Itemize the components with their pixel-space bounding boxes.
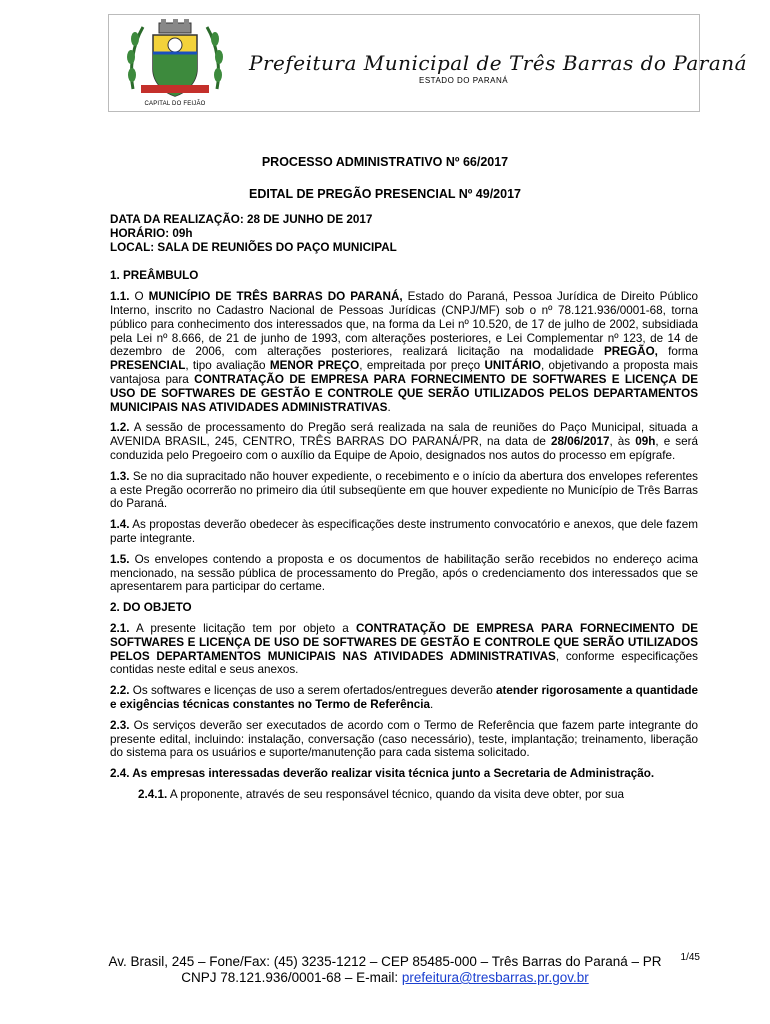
crest-caption: CAPITAL DO FEIJÃO — [144, 101, 206, 107]
text: Os serviços deverão ser executados de acordo com o Termo de Referência que fazem parte integrante do presente edital, incluindo: instalação, conversação (caso necessário), teste, implantação; treinamento, liberação do sistema para os usuários e suporte/manutenção para cada sistema solicitado. — [110, 718, 698, 760]
paragraph-number: 2.3. — [110, 718, 130, 732]
text: A sessão de processamento do Pregão será realizada na sala de reuniões do Paço Municipal, situada a AVENIDA BRASIL, 245, CENTRO, TRÊS BARRAS DO PARANÁ/PR, na data de — [110, 421, 698, 449]
bold-text: MENOR PREÇO — [269, 359, 360, 373]
bold-text: UNITÁRIO — [484, 359, 541, 373]
text: , empreitada por preço — [359, 359, 485, 373]
paragraph-2-2 — [110, 684, 698, 712]
paragraph-number: 2.4.1. — [138, 787, 168, 801]
paragraph-number: 1.4. — [110, 518, 130, 532]
paragraph-2-4-1 — [110, 788, 698, 802]
bold-text: MUNICÍPIO DE TRÊS BARRAS DO PARANÁ, — [148, 290, 403, 304]
footer-address: Av. Brasil, 245 – Fone/Fax: (45) 3235-1212 – CEP 85485-000 – Três Barras do Paraná – PR — [108, 954, 662, 969]
paragraph-1-2 — [110, 421, 698, 462]
text: Os envelopes contendo a proposta e os documentos de habilitação serão recebidos no endereço acima mencionado, na sessão pública de processamento do Pregão, após o credenciamento dos interessados que se apresentarem para participar do certame. — [110, 552, 698, 594]
paragraph-number: 1.5. — [110, 552, 130, 566]
paragraph-1-4 — [110, 518, 698, 546]
paragraph-number: 1.2. — [110, 421, 130, 435]
info-place: LOCAL: SALA DE REUNIÕES DO PAÇO MUNICIPAL — [110, 240, 397, 254]
text: , às — [609, 435, 636, 449]
paragraph-2-3 — [110, 719, 698, 760]
text: , tipo avaliação — [185, 359, 270, 373]
footer-cnpj: CNPJ 78.121.936/0001-68 – E-mail: — [181, 970, 402, 985]
document-body — [110, 213, 698, 809]
text: . — [387, 400, 391, 414]
letterhead — [108, 14, 748, 112]
section-heading: 2. DO OBJETO — [110, 601, 192, 615]
text: . — [430, 697, 434, 711]
paragraph-number: 1.1. — [110, 290, 130, 304]
email-link[interactable]: prefeitura@tresbarras.pr.gov.br — [401, 970, 589, 985]
text: forma — [657, 345, 699, 359]
edital-title: EDITAL DE PREGÃO PRESENCIAL Nº 49/2017 — [248, 187, 521, 201]
state-name: ESTADO DO PARANÁ — [419, 76, 509, 85]
paragraph-1-3 — [110, 470, 698, 511]
paragraph-2-1 — [110, 622, 698, 677]
paragraph-2-4: 2.4. As empresas interessadas deverão realizar visita técnica junto a Secretaria de Administração. — [110, 767, 655, 781]
text: Se no dia supracitado não houver expediente, o recebimento e o início da abertura dos envelopes referentes a este Pregão ocorrerão no primeiro dia útil subseqüente em que houver expediente no Município de Três Barras do Paraná. — [110, 469, 698, 511]
text: A proponente, através de seu responsável técnico, quando da visita deve obter, por sua — [167, 787, 625, 801]
bold-text: atender rigorosamente a quantidade e exigências técnicas constantes no Termo de Referência — [110, 684, 699, 711]
bold-text: PRESENCIAL — [110, 359, 186, 373]
municipality-name: Prefeitura Municipal de Três Barras do Paraná — [249, 51, 748, 75]
bold-text: CONTRATAÇÃO DE EMPRESA PARA FORNECIMENTO DE SOFTWARES E LICENÇA DE USO DE SOFTWARES DE GESTÃO E CONTROLE QUE SERÃO UTILIZADOS PELOS DEPARTAMENTOS MUNICIPAIS NAS ATIVIDADES ADMINISTRATIVAS — [110, 621, 698, 663]
text: A presente licitação tem por objeto a — [129, 621, 356, 635]
text: , conforme especificações contidas neste edital e seus anexos. — [110, 649, 699, 677]
paragraph-number: 2.1. — [110, 621, 130, 635]
footer — [0, 954, 770, 986]
text: As propostas deverão obedecer às especificações deste instrumento convocatório e anexos, que dele fazem parte integrante. — [110, 518, 698, 545]
text: Os softwares e licenças de uso a serem ofertados/entregues deverão — [129, 684, 496, 698]
paragraph-1-5 — [110, 553, 698, 594]
text: Estado do Paraná, Pessoa Jurídica de Direito Público Interno, inscrito no Cadastro Nacional de Pessoas Jurídicas (CNPJ/MF) sob o nº 78.121.936/0001-68, torna público para conhecimento dos interessados que, na forma da Lei nº 10.520, de 17 de julho de 2002, subsidiada pela Lei nº 8.666, de 21 de junho de 1993, com alterações posteriores, e Lei Complementar nº 123, de 14 de dezembro de 2006, com alterações posteriores, realizará licitação na modalidade — [110, 290, 699, 359]
info-time: HORÁRIO: 09h — [110, 226, 193, 240]
municipal-crest-icon — [123, 19, 227, 99]
bold-text: CONTRATAÇÃO DE EMPRESA PARA FORNECIMENTO DE SOFTWARES E LICENÇA DE USO DE SOFTWARES DE GESTÃO E CONTROLE QUE SERÃO UTILIZADOS PELOS DEPARTAMENTOS MUNICIPAIS NAS ATIVIDADES ADMINISTRATIVAS — [110, 372, 699, 414]
paragraph-number: 1.3. — [110, 469, 130, 483]
info-date: DATA DA REALIZAÇÃO: 28 DE JUNHO DE 2017 — [110, 213, 373, 226]
footer-contact — [0, 970, 770, 986]
paragraph-1-1 — [110, 290, 698, 414]
process-title: PROCESSO ADMINISTRATIVO Nº 66/2017 — [261, 155, 509, 169]
paragraph-number: 2.2. — [110, 684, 130, 698]
page-number: 1/45 — [680, 952, 700, 963]
section-heading: 1. PREÂMBULO — [110, 269, 199, 283]
bold-text: PREGÃO, — [604, 345, 658, 359]
bold-text: 09h — [635, 435, 656, 449]
text: , objetivando a proposta mais vantajosa para — [110, 359, 698, 386]
bold-text: 28/06/2017 — [550, 435, 610, 449]
text: O — [129, 290, 149, 304]
text: , e será conduzida pelo Pregoeiro com o auxílio da Equipe de Apoio, designados nos autos do processo em epígrafe. — [110, 435, 699, 462]
